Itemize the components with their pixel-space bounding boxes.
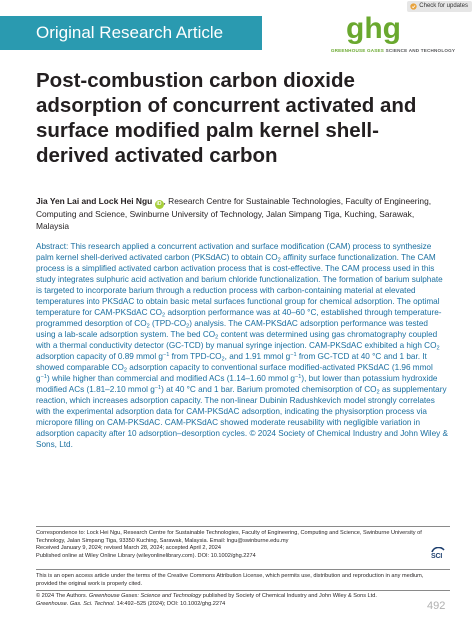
- footer-divider-bottom: [36, 590, 450, 591]
- correspondence-block: [36, 530, 428, 560]
- logo-letters: ghg: [346, 12, 401, 45]
- page-number: 492: [427, 600, 446, 612]
- check-updates-icon: [410, 3, 417, 10]
- check-updates-label: Check for updates: [419, 3, 468, 9]
- abstract-label: Abstract:: [36, 242, 69, 251]
- orcid-icon[interactable]: iD: [156, 201, 162, 207]
- footer-divider-middle: [36, 569, 450, 570]
- article-title: Post-combustion carbon dioxide adsorption of concurrent activated and surface modified palm kernel shell-derived activated carbon: [36, 69, 417, 167]
- sci-logo: SCI: [428, 547, 450, 567]
- open-access-notice: This is an open access article under the terms of the Creative Commons Attribution License, which permits use, distribution and reproduction in any medium, provided the original work is properly cited.: [36, 573, 424, 587]
- copyright-line: © 2024 The Authors. Greenhouse Gases: Science and Technology published by Society of Chemical Industry and John Wiley & Sons Ltd.: [36, 593, 377, 599]
- correspondence: Correspondence to: Lock Hei Ngu, Research Centre for Sustainable Technologies, Faculty of Engineering, Computing and Science, Swinburne University of Technology, Jalan Simpang Tiga, 93350 Kuching, Sarawak, Malaysia. Email: lngu@swinburne.edu.my: [36, 530, 422, 544]
- journal-logo: [330, 10, 456, 56]
- footer-divider-top: [36, 526, 450, 527]
- journal-name: GREENHOUSE GASES SCIENCE AND TECHNOLOGY: [330, 48, 456, 53]
- ghg-logo-icon: [344, 10, 404, 48]
- article-type-banner: Original Research Article: [0, 16, 262, 50]
- abstract: Abstract: This research applied a concurrent activation and surface modification (CAM) process to synthesize palm kernel shell-derived activated carbon (PKSdAC) to obtain $CO_2$ affinity surface functionalization. The CAM process is a simplified activated carbon activation process that is cost-effective. The CAM process used in this study integrates sulphuric acid activation and barium chloride functionalization. The formation of barium sulphate is targeted to incorporate barium through a reduction process with carbon-containing material at elevated temperatures into PKSdAC to obtain basic metal surfaces functional group for chemical adsorption. The optimal temperature for CAM-PKSdAC $CO_2$ adsorption performance was at 40–60 °C, established through temperature-programmed desorption of $CO_2$ $(TPD-CO_2)$ analysis. The CAM-PKSdAC adsorption performance was tested using a lab-scale adsorption system. The bed $CO_2$ content was determined using gas chromatography coupled with a thermal conductivity detector (GC-TCD) by manual syringe injection. CAM-PKSdAC exhibited a high $CO_2$ adsorption capacity of 0.89 mmol $g^{-1}$ from TPD-$CO_2$, and 1.91 mmol $g^{-1}$ from GC-TCD at 40 °C and 1 bar. It showed comparable $CO_2$ adsorption capacity to conventional surface modified-activated PKSdAC (1.96 mmol $g^{-1}$) while higher than commercial and modified ACs (1.14–1.60 mmol $g^{-1}$), but lower than potassium hydroxide modified ACs (1.81–2.10 mmol $g^{-1}$) at 40 °C and 1 bar. Barium promoted chemisorption of $CO_2$ as supplementary reaction, which increases adsorption capacity. The non-linear Dubinin Radushkevich model strongly correlates with the experimental adsorption data for CAM-PKSdAC adsorption, indicating the physisorption process via micropore filling on CAM-PKSdAC. CAM-PKSdAC showed moderate reusability with negligible variation in adsorption capacity after 10 adsorption–desorption cycles. © 2024 Society of Chemical Industry and John Wiley & Sons, Ltd.: [36, 242, 448, 449]
- citation-block: [36, 593, 428, 608]
- published-online: Published online at Wiley Online Library (wileyonlinelibrary.com). DOI: 10.1002/ghg.2274: [36, 552, 256, 559]
- citation-line: Greenhouse. Gas. Sci. Technol. 14:492–525 (2024); DOI: 10.1002/ghg.2274: [36, 600, 226, 607]
- author-names: Jia Yen Lai and Lock Hei Ngu: [36, 196, 153, 206]
- received-dates: Received January 9, 2024; revised March 28, 2024; accepted April 2, 2024: [36, 545, 222, 552]
- author-line: [36, 196, 446, 232]
- affiliation: , Research Centre for Sustainable Technologies, Faculty of Engineering, Computing and Science, Swinburne University of Technology, Jalan Simpang Tiga, Kuching, Sarawak, Malaysia: [36, 196, 432, 231]
